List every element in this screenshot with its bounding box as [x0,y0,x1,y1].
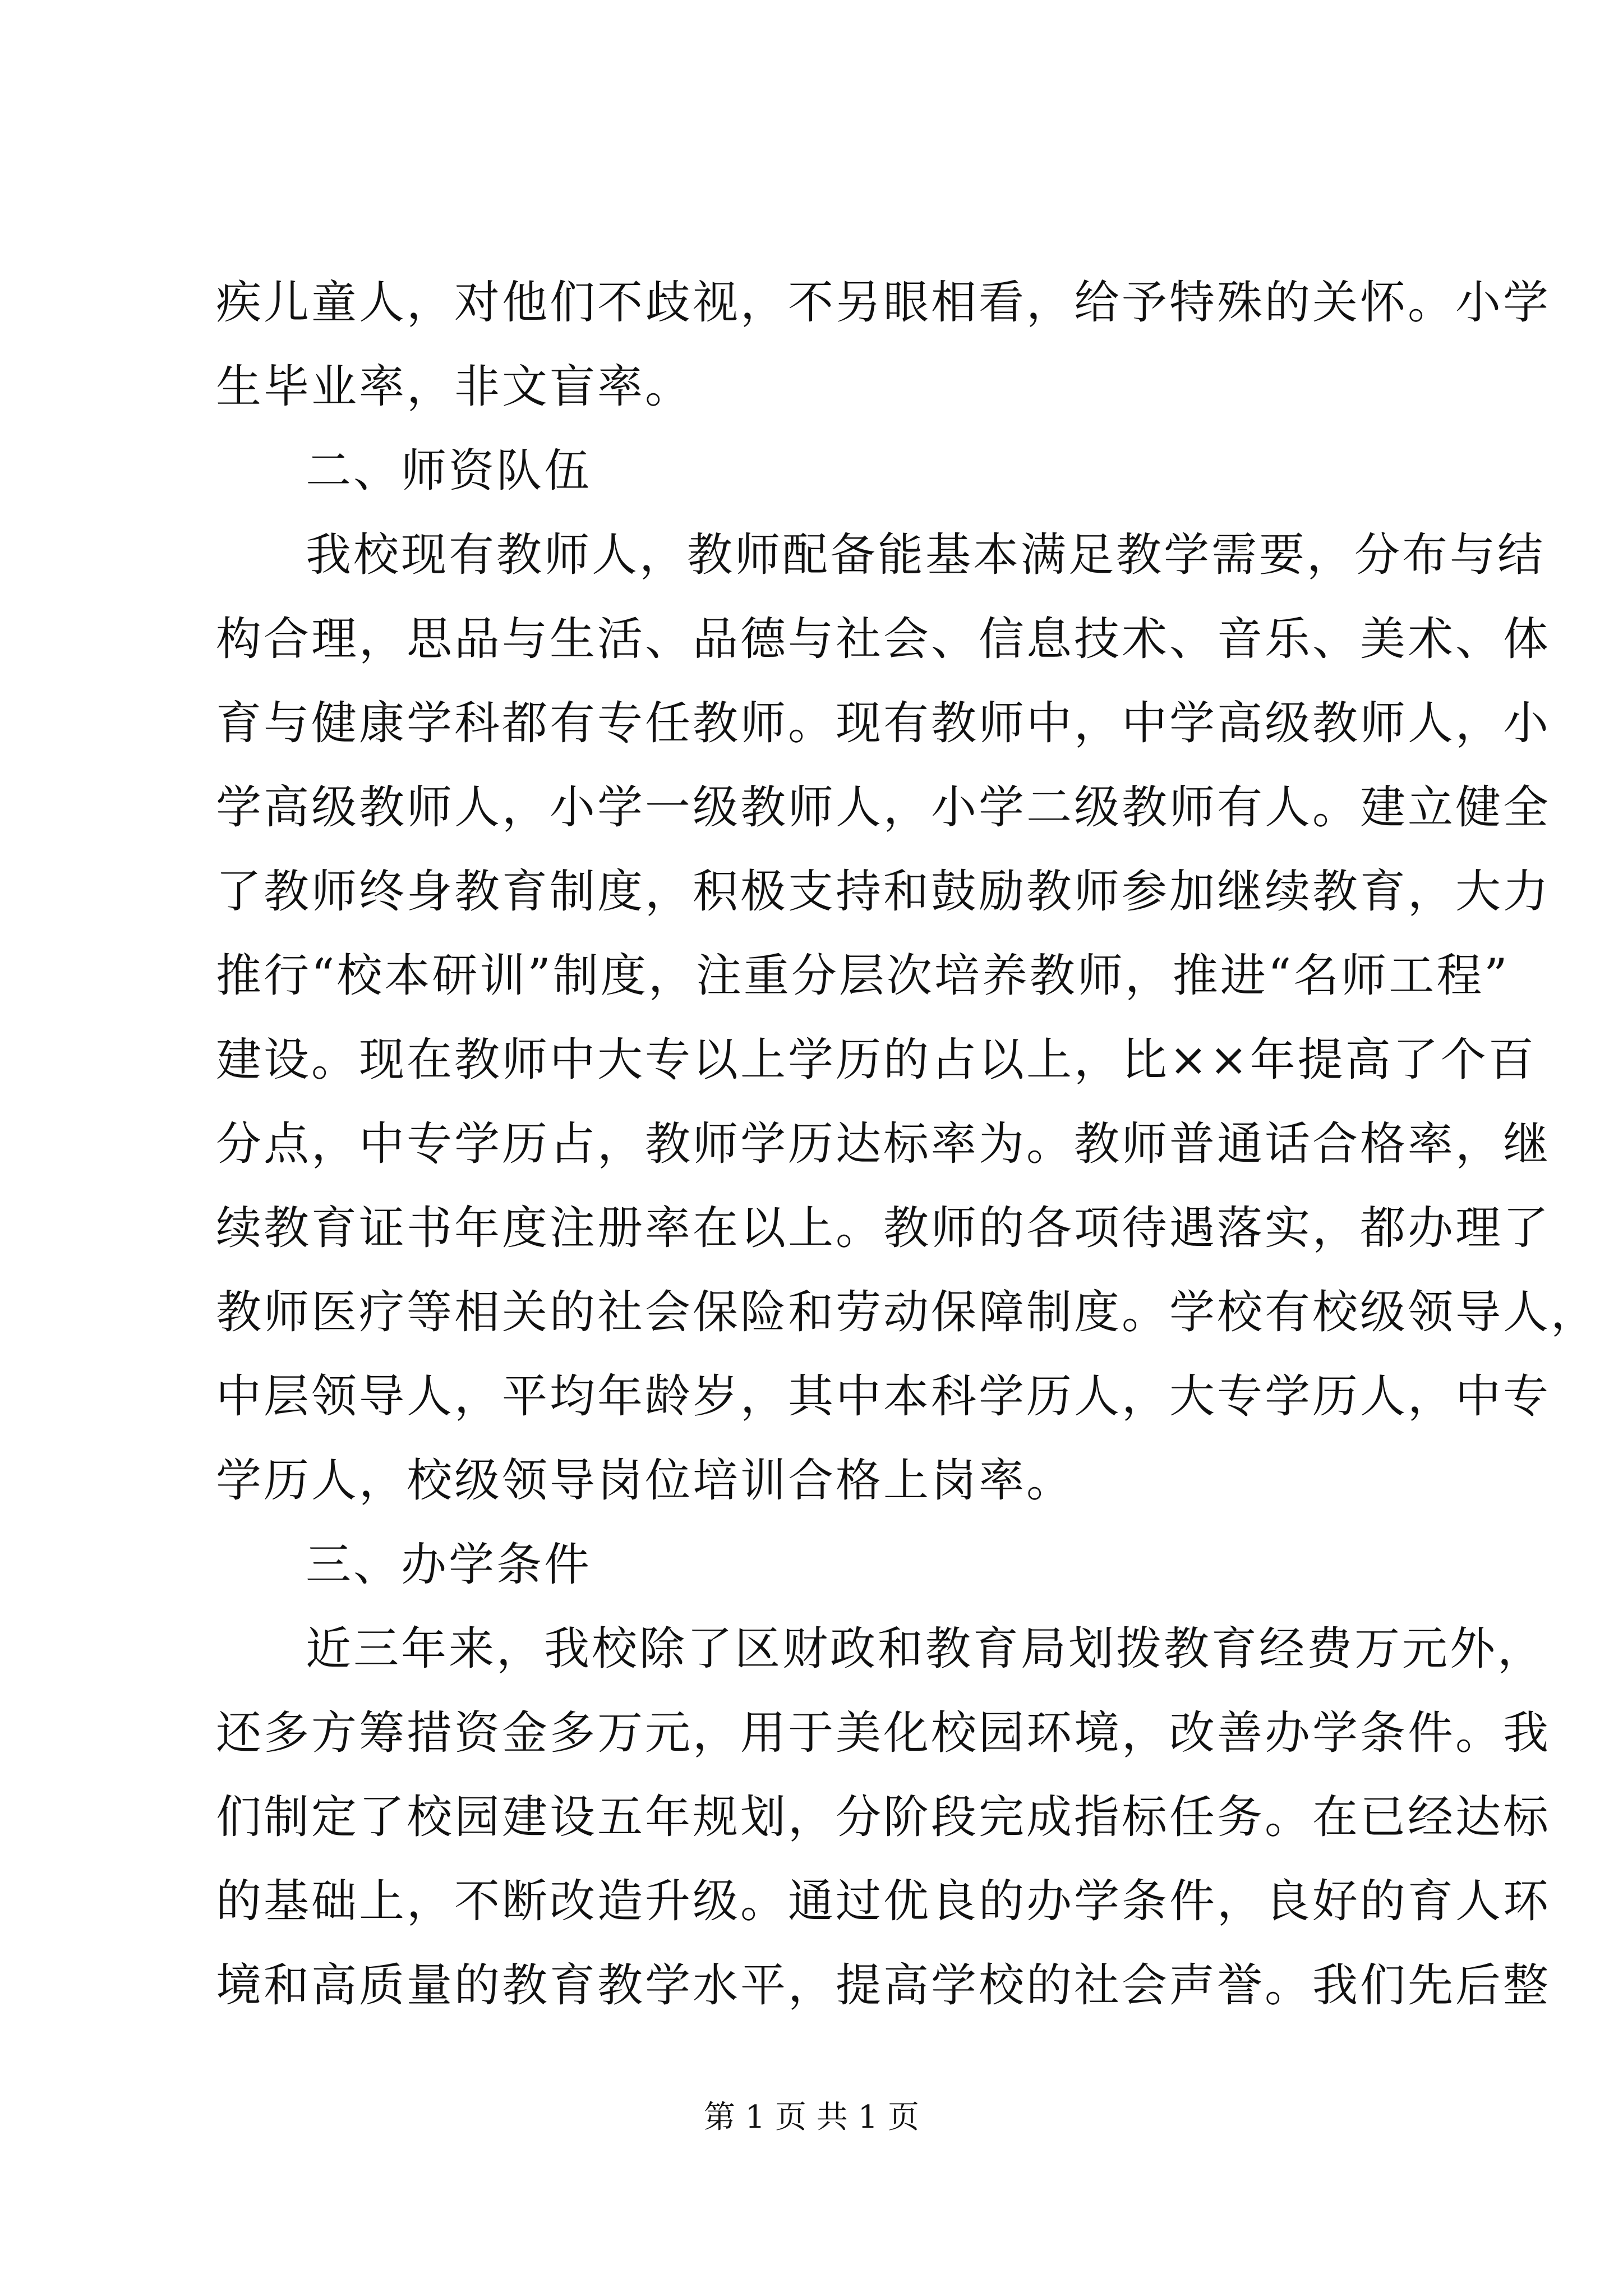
text-line: 学历人，校级领导岗位培训合格上岗率。 [216,1455,1075,1507]
text-line: 构合理，思品与生活、品德与社会、信息技术、音乐、美术、体 [216,613,1551,666]
text-line: 中层领导人，平均年龄岁，其中本科学历人，大专学历人，中专 [216,1370,1551,1423]
text-line: 续教育证书年度注册率在以上。教师的各项待遇落实，都办理了 [216,1202,1551,1255]
text-line: 的基础上，不断改造升级。通过优良的办学条件，良好的育人环 [216,1875,1551,1928]
text-line: 近三年来，我校除了区财政和教育局划拨教育经费万元外， [306,1623,1546,1676]
text-line: 推行“校本研训”制度，注重分层次培养教师，推进“名师工程” [216,950,1510,1002]
text-line: 我校现有教师人，教师配备能基本满足教学需要，分布与结 [306,529,1546,582]
page-footer: 第 1 页 共 1 页 [703,2099,920,2136]
text-line: 分点，中专学历占，教师学历达标率为。教师普通话合格率，继 [216,1118,1551,1171]
text-line: 疾儿童人，对他们不歧视，不另眼相看，给予特殊的关怀。小学 [216,277,1551,329]
section-heading: 三、办学条件 [306,1539,592,1591]
text-line: 境和高质量的教育教学水平，提高学校的社会声誉。我们先后整 [216,1959,1551,2012]
text-line: 还多方筹措资金多万元，用于美化校园环境，改善办学条件。我 [216,1707,1551,1760]
text-line: 们制定了校园建设五年规划，分阶段完成指标任务。在已经达标 [216,1791,1551,1844]
text-line: 教师医疗等相关的社会保险和劳动保障制度。学校有校级领导人， [216,1286,1599,1339]
section-heading: 二、师资队伍 [306,445,592,498]
text-line: 生毕业率，非文盲率。 [216,361,693,413]
text-line: 建设。现在教师中大专以上学历的占以上，比××年提高了个百 [216,1034,1536,1087]
text-line: 了教师终身教育制度，积极支持和鼓励教师参加继续教育，大力 [216,866,1551,918]
text-line: 学高级教师人，小学一级教师人，小学二级教师有人。建立健全 [216,781,1551,834]
text-line: 育与健康学科都有专任教师。现有教师中，中学高级教师人，小 [216,697,1551,750]
